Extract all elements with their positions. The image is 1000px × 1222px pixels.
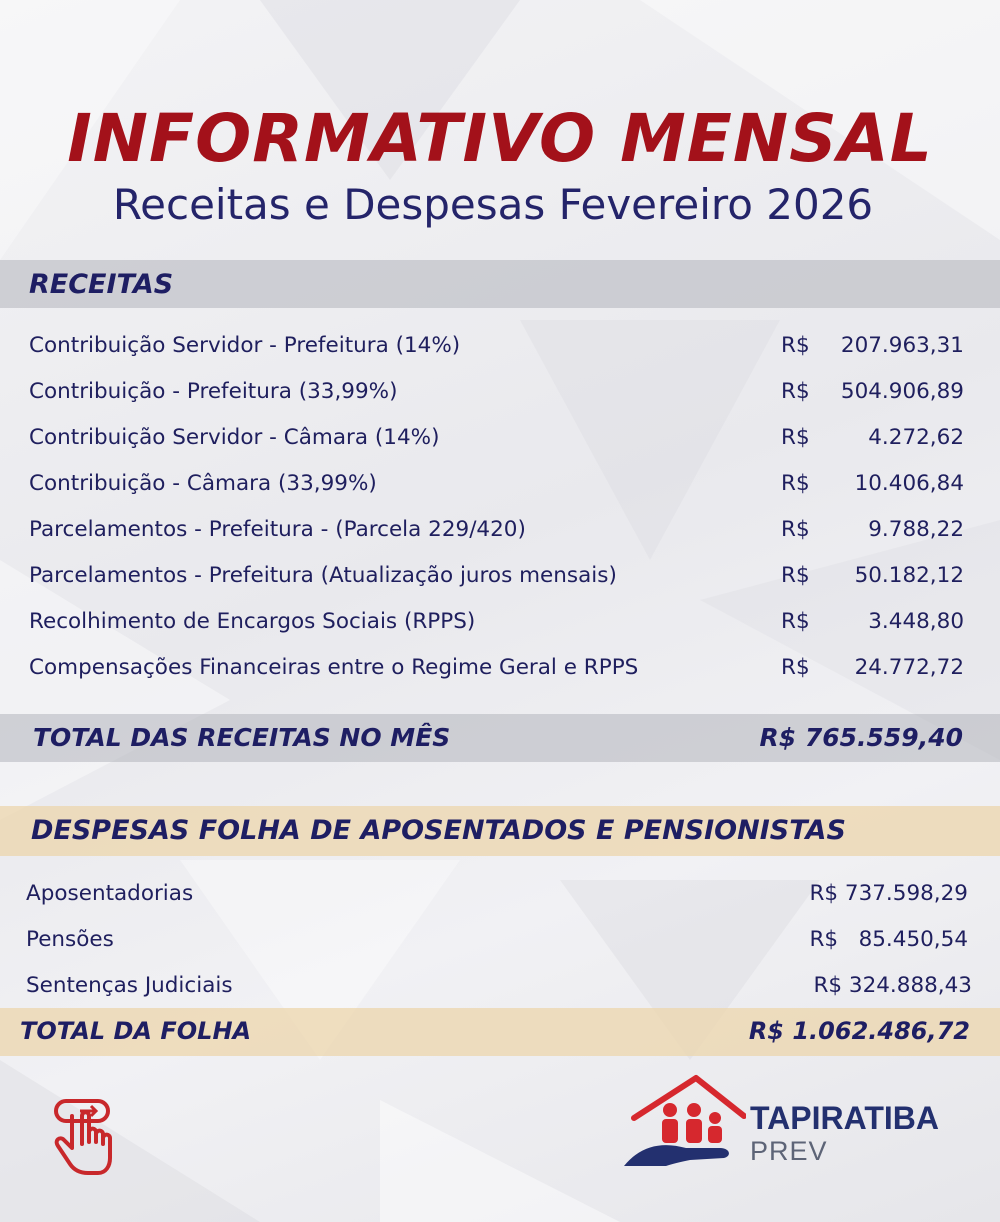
receitas-header	[0, 260, 1000, 308]
folha-total-label: TOTAL DA FOLHA	[20, 1017, 252, 1045]
receita-label: Contribuição - Prefeitura (33,99%)	[29, 379, 398, 404]
receita-row	[0, 421, 1000, 455]
receita-label: Compensações Financeiras entre o Regime Geral e RPPS	[29, 655, 639, 680]
despesa-value: R$ 85.450,54	[809, 927, 968, 952]
despesas-heading: DESPESAS FOLHA DE APOSENTADOS E PENSIONISTAS	[31, 815, 846, 846]
currency-symbol: R$	[781, 333, 810, 358]
despesa-row	[0, 969, 1000, 1003]
receitas-total-bar	[0, 714, 1000, 762]
folha-total-bar	[0, 1008, 1000, 1056]
currency-symbol: R$	[781, 517, 810, 542]
receita-label: Parcelamentos - Prefeitura - (Parcela 229/420)	[29, 517, 526, 542]
receita-amount: 3.448,80	[868, 609, 964, 634]
page-title: INFORMATIVO MENSAL	[67, 100, 933, 177]
currency-symbol: R$	[781, 471, 810, 496]
despesa-value: R$ 737.598,29	[809, 881, 968, 906]
logo-name: TAPIRATIBA	[750, 1100, 940, 1136]
logo-sub: PREV	[750, 1136, 828, 1166]
despesa-row	[0, 877, 1000, 911]
receita-label: Contribuição Servidor - Prefeitura (14%)	[29, 333, 461, 358]
receita-label: Contribuição Servidor - Câmara (14%)	[29, 425, 440, 450]
folha-total-value: R$ 1.062.486,72	[748, 1017, 970, 1045]
receita-amount: 9.788,22	[868, 517, 964, 542]
currency-symbol: R$	[781, 379, 810, 404]
currency-symbol: R$	[781, 655, 810, 680]
receita-label: Recolhimento de Encargos Sociais (RPPS)	[29, 609, 476, 634]
receita-amount: 24.772,72	[854, 655, 964, 680]
despesa-row	[0, 923, 1000, 957]
receita-amount: 504.906,89	[840, 379, 964, 404]
receita-row	[0, 375, 1000, 409]
receita-row	[0, 513, 1000, 547]
hand-tap-icon[interactable]	[42, 1098, 114, 1176]
receita-row	[0, 605, 1000, 639]
receita-label: Contribuição - Câmara (33,99%)	[29, 471, 377, 496]
receita-amount: 207.963,31	[840, 333, 964, 358]
receitas-total-value: R$ 765.559,40	[759, 723, 963, 752]
receitas-heading: RECEITAS	[29, 269, 174, 300]
currency-symbol: R$	[781, 563, 810, 588]
receitas-total-label: TOTAL DAS RECEITAS NO MÊS	[33, 723, 451, 752]
receita-row	[0, 467, 1000, 501]
receita-row	[0, 651, 1000, 685]
despesa-label: Sentenças Judiciais	[26, 973, 233, 998]
currency-symbol: R$	[781, 425, 810, 450]
despesa-label: Aposentadorias	[26, 881, 194, 906]
receita-amount: 10.406,84	[854, 471, 964, 496]
despesa-value: R$ 324.888,43	[813, 973, 972, 998]
receita-amount: 50.182,12	[854, 563, 964, 588]
page-subtitle: Receitas e Despesas Fevereiro 2026	[112, 180, 874, 229]
despesas-header	[0, 806, 1000, 856]
tapiratiba-prev-logo	[620, 1074, 960, 1174]
despesa-label: Pensões	[26, 927, 114, 952]
receita-row	[0, 329, 1000, 363]
receita-label: Parcelamentos - Prefeitura (Atualização juros mensais)	[29, 563, 617, 588]
receita-amount: 4.272,62	[868, 425, 964, 450]
currency-symbol: R$	[781, 609, 810, 634]
house-family-icon	[620, 1074, 746, 1170]
receita-row	[0, 559, 1000, 593]
